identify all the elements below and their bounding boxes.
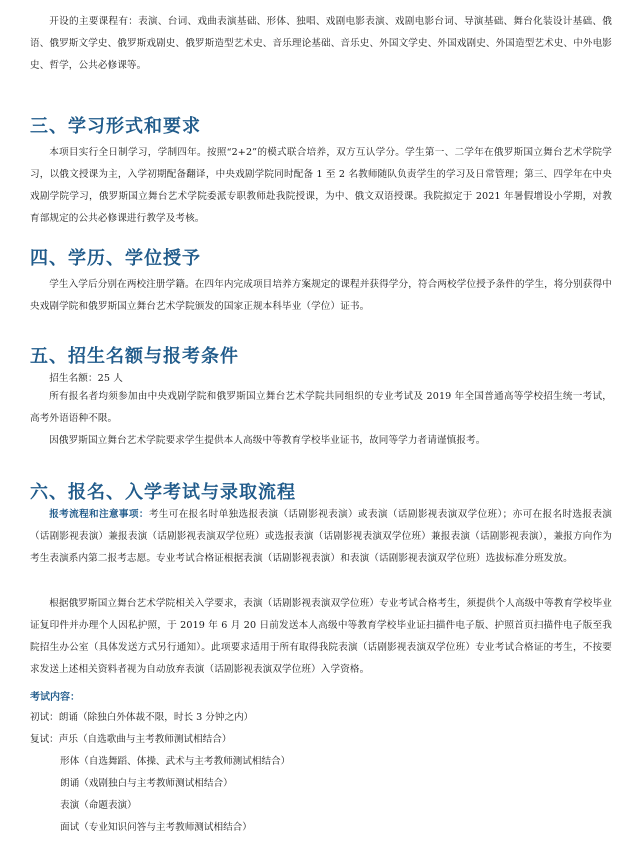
section-5-quota: 招生名额：25 人	[49, 373, 123, 384]
exam-content-heading: 考试内容：	[30, 692, 80, 703]
section-3-body: 本项目实行全日制学习，学制四年。按照“2+2”的模式联合培养，双方互认学分。学生第一、二学年在俄罗斯国立舞台艺术学院学习，以俄文授课为主，入学初期配备翻译，中央戏剧学院同时配备 1 至 2 名教师随队负责学生的学习及日常管理；第三、四学年在中央戏剧学院学习，俄罗斯国立舞台艺术学院委派专职教师赴我院授课，为中、俄文双语授课。我院拟定于 2021 年暑假增设小学期，对教育部规定的公共必修课进行教学及考核。	[30, 147, 612, 224]
process-body-text: 考生可在报名时单独选报表演（话剧影视表演）或表演（话剧影视表演双学位班）；亦可在报名时选报表演（话剧影视表演）兼报表演（话剧影视表演双学位班）或选报表演（话剧影视表演双学位班）兼报表演（话剧影视表演），兼报方向作为考生表演系内第二报考志愿。专业考试合格证根据表演（话剧影视表演）和表演（话剧影视表演双学位班）选拔标准分班发放。	[30, 509, 613, 564]
exam-item-performance: 表演（命题表演）	[60, 800, 137, 811]
section-3-heading: 三、学习形式和要求	[30, 116, 201, 137]
exam-item-body: 形体（自选舞蹈、体操、武术与主考教师测试相结合）	[60, 756, 291, 767]
section-6-heading: 六、报名、入学考试与录取流程	[30, 482, 296, 503]
section-6-process	[30, 504, 612, 570]
exam-item-recitation: 朗诵（戏剧独白与主考教师测试相结合）	[60, 778, 233, 789]
section-5-para2: 因俄罗斯国立舞台艺术学院要求学生提供本人高级中等教育学校毕业证书，故同等学力者请谨慎报考。	[49, 435, 486, 446]
section-4-body: 学生入学后分别在两校注册学籍。在四年内完成项目培养方案规定的课程并获得学分，符合两校学位授予条件的学生，将分别获得中央戏剧学院和俄罗斯国立舞台艺术学院颁发的国家正规本科毕业（学位）证书。	[30, 279, 612, 312]
section-5-heading: 五、招生名额与报考条件	[30, 346, 239, 367]
courses-paragraph: 开设的主要课程有：表演、台词、戏曲表演基础、形体、独唱、戏剧电影表演、戏剧电影台词、导演基础、舞台化装设计基础、俄语、俄罗斯文学史、俄罗斯戏剧史、俄罗斯造型艺术史、音乐理论基础、音乐史、外国文学史、外国戏剧史、外国造型艺术史、中外电影史、哲学，公共必修课等。	[30, 16, 612, 71]
section-5-para1: 所有报名者均须参加由中央戏剧学院和俄罗斯国立舞台艺术学院共同组织的专业考试及 2019 年全国普通高等学校招生统一考试，高考外语语种不限。	[30, 391, 612, 424]
exam-item-interview: 面试（专业知识问答与主考教师测试相结合）	[60, 822, 252, 833]
process-lead-label: 报考流程和注意事项：	[49, 509, 149, 520]
section-6-para2: 根据俄罗斯国立舞台艺术学院相关入学要求，表演（话剧影视表演双学位班）专业考试合格考生，须提供个人高级中等教育学校毕业证复印件并办理个人因私护照，于 2019 年 6 月 20 日前发送本人高级中等教育学校毕业证扫描件电子版、护照首页扫描件电子版至我院招生办公室（具体发送方式另行通知）。此项要求适用于所有取得我院表演（话剧影视表演双学位班）专业考试合格证的考生，不按要求发送上述相关资料者视为自动放弃表演（话剧影视表演双学位班）入学资格。	[30, 598, 612, 675]
exam-item-initial: 初试：朗诵（除独白外体裁不限，时长 3 分钟之内）	[30, 712, 254, 723]
section-4-heading: 四、学历、学位授予	[30, 248, 201, 269]
exam-item-second-vocal: 复试：声乐（自选歌曲与主考教师测试相结合）	[30, 734, 232, 745]
